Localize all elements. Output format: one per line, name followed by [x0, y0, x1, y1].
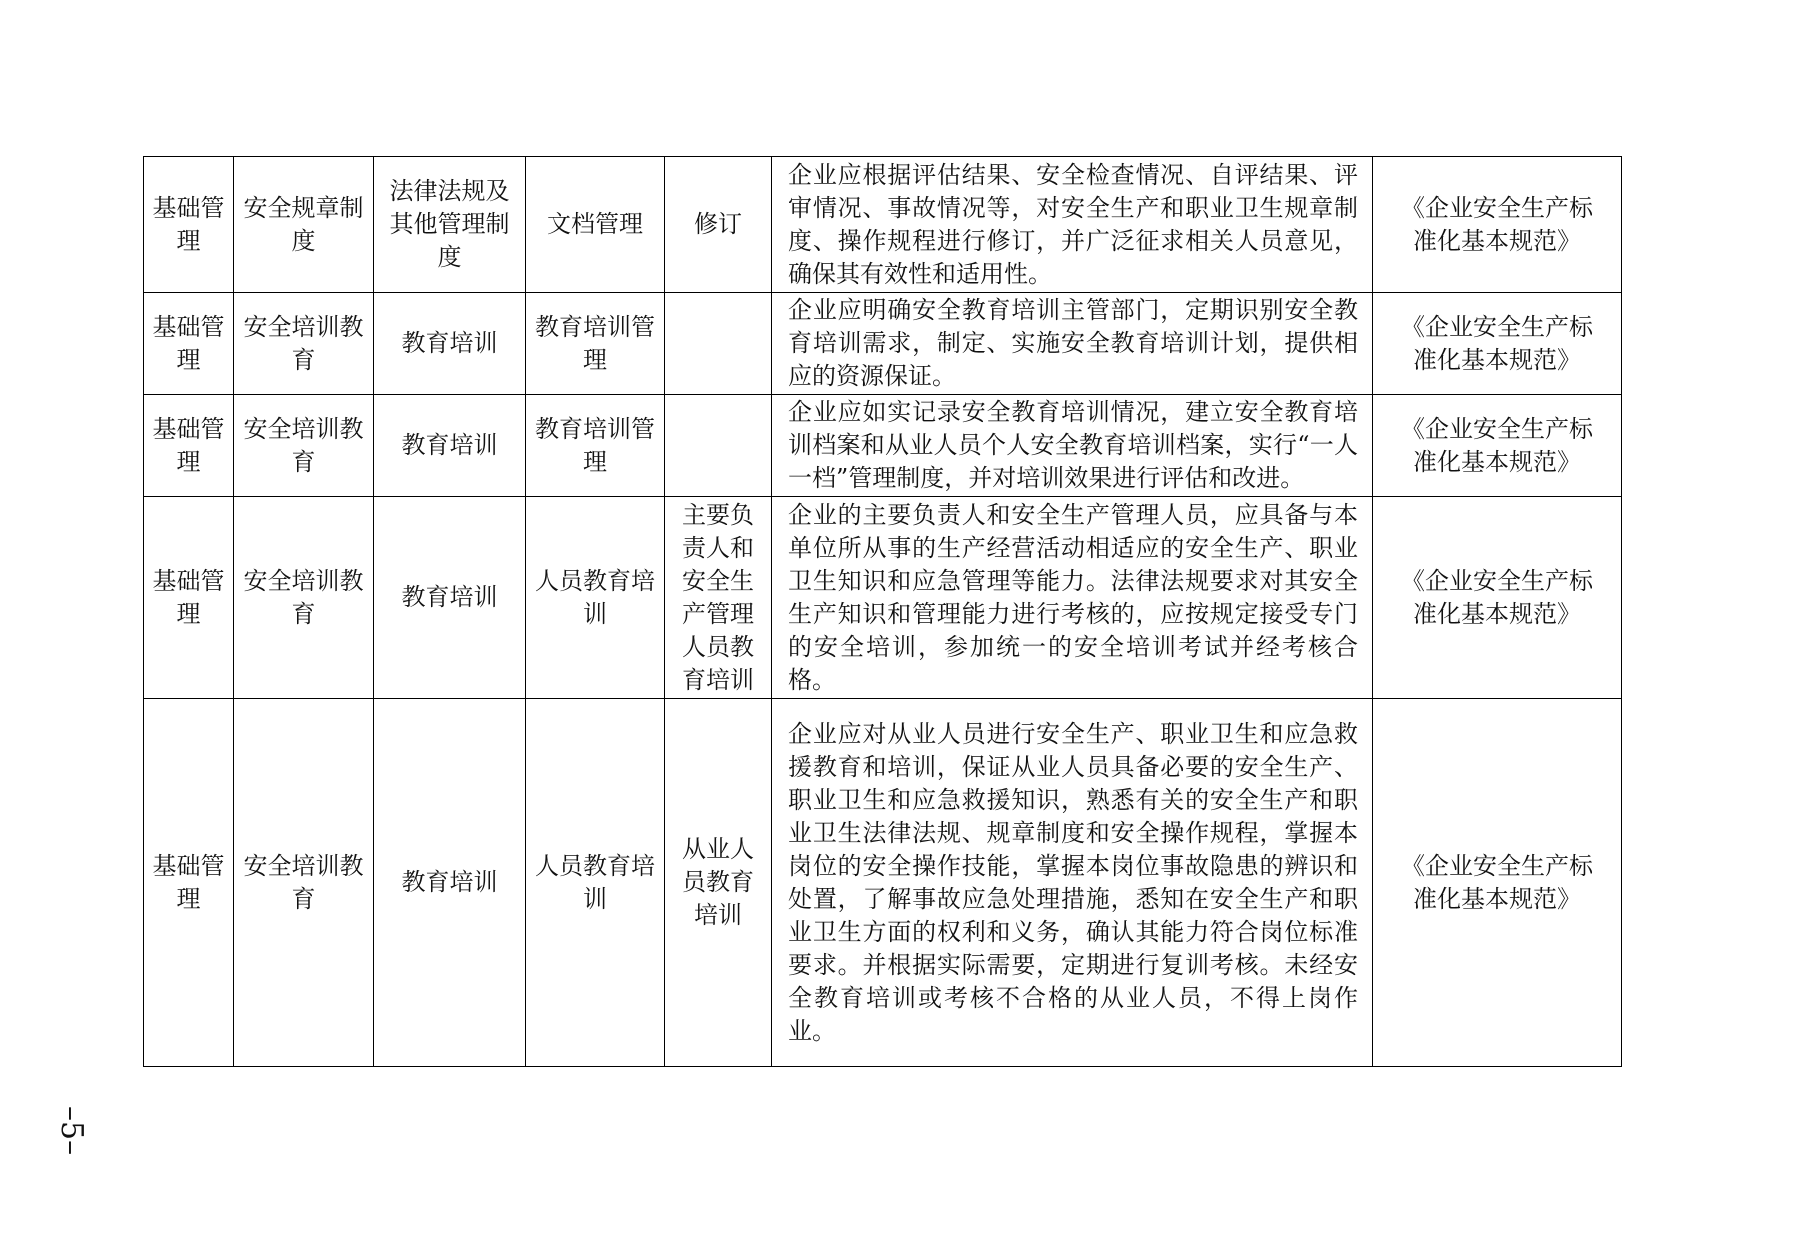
requirement-cell: 企业应根据评估结果、安全检查情况、自评结果、评审情况、事故情况等，对安全生产和职业卫生规章制度、操作规程进行修订，并广泛征求相关人员意见，确保其有效性和适用性。 [772, 157, 1373, 293]
subitem-cell: 教育培训管理 [526, 395, 665, 497]
table-row [144, 699, 1622, 1067]
subitem-cell: 人员教育培训 [526, 497, 665, 699]
category-cell: 基础管理 [144, 157, 234, 293]
source-cell: 《企业安全生产标准化基本规范》 [1373, 157, 1622, 293]
detail-cell [665, 293, 772, 395]
item-cell: 教育培训 [374, 395, 526, 497]
table-row [144, 293, 1622, 395]
subitem-cell: 人员教育培训 [526, 699, 665, 1067]
page-number: –5– [54, 1106, 89, 1156]
table-row [144, 157, 1622, 293]
requirement-cell: 企业应对从业人员进行安全生产、职业卫生和应急救援教育和培训，保证从业人员具备必要的安全生产、职业卫生和应急救援知识，熟悉有关的安全生产和职业卫生法律法规、规章制度和安全操作规程，掌握本岗位的安全操作技能，掌握本岗位事故隐患的辨识和处置，了解事故应急处理措施，悉知在安全生产和职业卫生方面的权利和义务，确认其能力符合岗位标准要求。并根据实际需要，定期进行复训考核。未经安全教育培训或考核不合格的从业人员，不得上岗作业。 [772, 699, 1373, 1067]
item-cell: 教育培训 [374, 293, 526, 395]
requirement-cell: 企业的主要负责人和安全生产管理人员，应具备与本单位所从事的生产经营活动相适应的安全生产、职业卫生知识和应急管理等能力。法律法规要求对其安全生产知识和管理能力进行考核的，应按规定接受专门的安全培训，参加统一的安全培训考试并经考核合格。 [772, 497, 1373, 699]
detail-cell: 从业人员教育培训 [665, 699, 772, 1067]
detail-cell [665, 395, 772, 497]
category-cell: 基础管理 [144, 395, 234, 497]
subitem-cell: 教育培训管理 [526, 293, 665, 395]
source-cell: 《企业安全生产标准化基本规范》 [1373, 395, 1622, 497]
source-cell: 《企业安全生产标准化基本规范》 [1373, 497, 1622, 699]
category-cell: 基础管理 [144, 293, 234, 395]
table-row [144, 497, 1622, 699]
item-cell: 教育培训 [374, 497, 526, 699]
source-cell: 《企业安全生产标准化基本规范》 [1373, 293, 1622, 395]
element-cell: 安全培训教育 [234, 293, 374, 395]
category-cell: 基础管理 [144, 699, 234, 1067]
detail-cell: 修订 [665, 157, 772, 293]
standards-table [143, 156, 1622, 1067]
source-cell: 《企业安全生产标准化基本规范》 [1373, 699, 1622, 1067]
requirement-cell: 企业应如实记录安全教育培训情况，建立安全教育培训档案和从业人员个人安全教育培训档案，实行“一人一档”管理制度，并对培训效果进行评估和改进。 [772, 395, 1373, 497]
detail-cell: 主要负责人和安全生产管理人员教育培训 [665, 497, 772, 699]
element-cell: 安全规章制度 [234, 157, 374, 293]
item-cell: 法律法规及其他管理制度 [374, 157, 526, 293]
table-row [144, 395, 1622, 497]
subitem-cell: 文档管理 [526, 157, 665, 293]
requirement-cell: 企业应明确安全教育培训主管部门，定期识别安全教育培训需求，制定、实施安全教育培训计划，提供相应的资源保证。 [772, 293, 1373, 395]
item-cell: 教育培训 [374, 699, 526, 1067]
category-cell: 基础管理 [144, 497, 234, 699]
element-cell: 安全培训教育 [234, 395, 374, 497]
element-cell: 安全培训教育 [234, 497, 374, 699]
element-cell: 安全培训教育 [234, 699, 374, 1067]
